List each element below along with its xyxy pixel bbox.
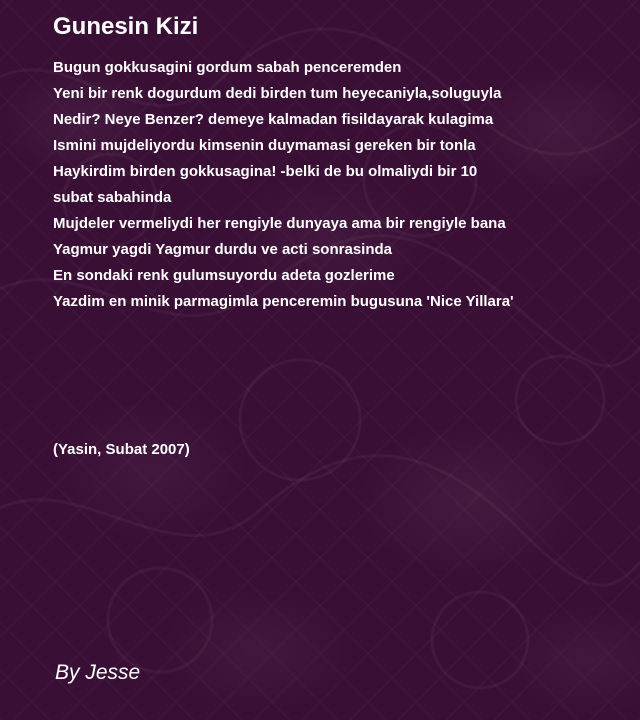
poem-line: Yeni bir renk dogurdum dedi birden tum heyecaniyla,soluguyla — [53, 85, 502, 102]
poem-line: Mujdeler vermeliydi her rengiyle dunyaya ama bir rengiyle bana — [53, 215, 506, 232]
poem-line: Ismini mujdeliyordu kimsenin duymamasi gereken bir tonla — [53, 137, 476, 154]
poem-author: By Jesse — [55, 661, 141, 684]
poem-note: (Yasin, Subat 2007) — [53, 441, 190, 458]
poem-line: En sondaki renk gulumsuyordu adeta gozlerime — [53, 267, 395, 284]
poem-line: Haykirdim birden gokkusagina! -belki de bu olmaliydi bir 10 — [53, 163, 478, 180]
poem-line: Yazdim en minik parmagimla penceremin bugusuna 'Nice Yillara' — [53, 293, 514, 310]
poem-line: Nedir? Neye Benzer? demeye kalmadan fisildayarak kulagima — [53, 111, 494, 128]
poem-title: Gunesin Kizi — [53, 13, 199, 40]
poem-line: subat sabahinda — [53, 189, 172, 206]
poem-body — [53, 55, 623, 315]
poem-line: Yagmur yagdi Yagmur durdu ve acti sonrasinda — [53, 241, 392, 258]
poem-line: Bugun gokkusagini gordum sabah penceremden — [53, 59, 402, 76]
